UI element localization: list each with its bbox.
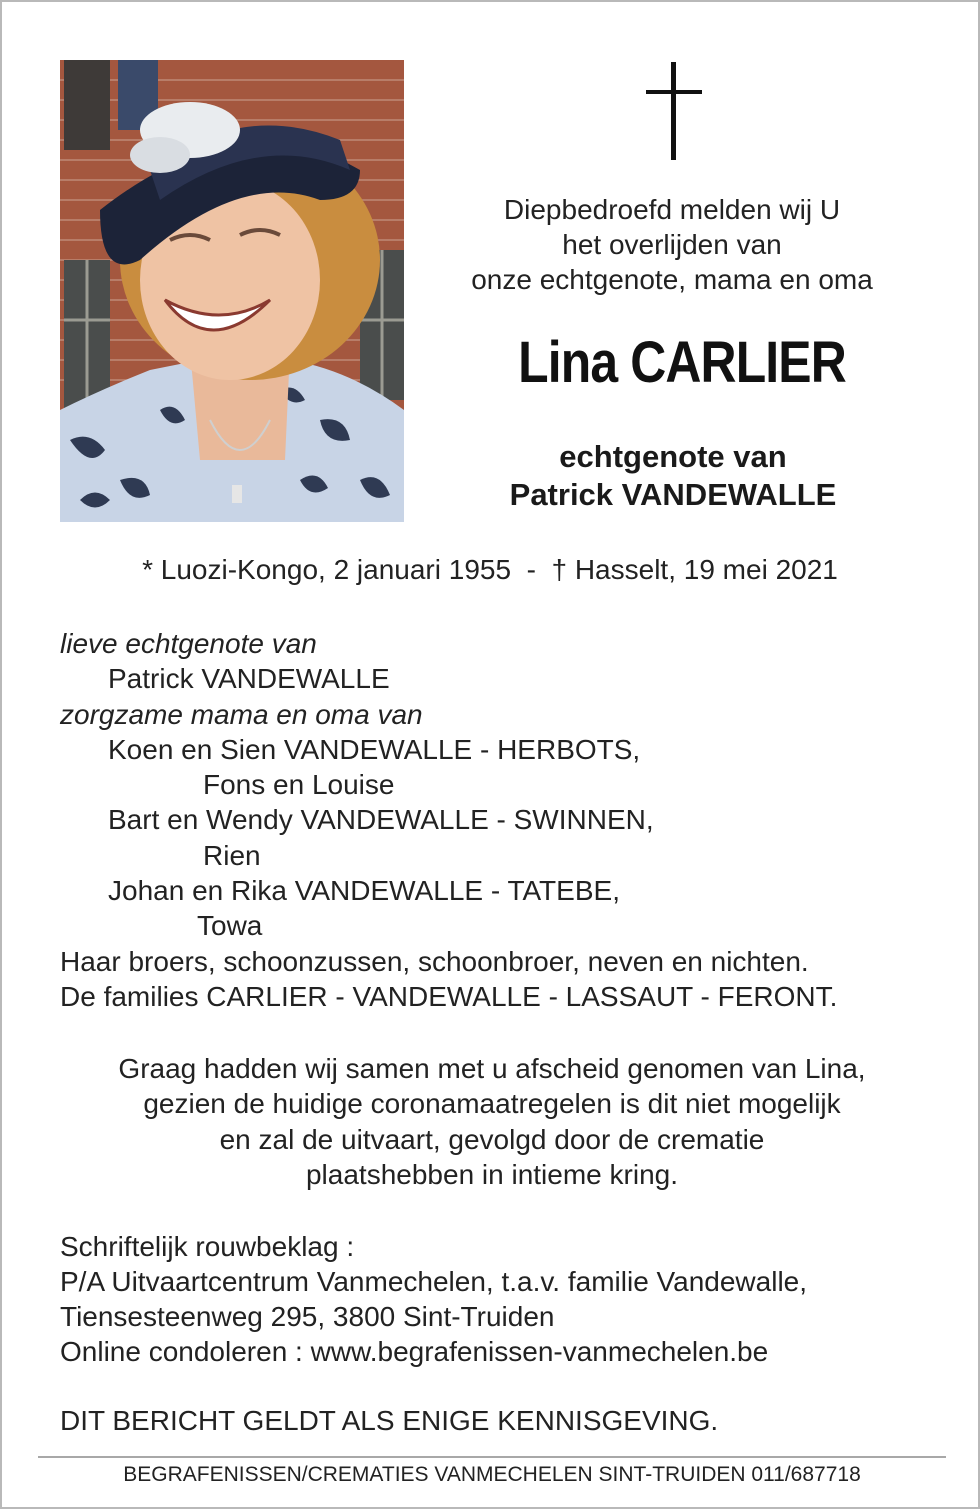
grandchildren-line: Rien: [203, 839, 261, 871]
spouse-heading: lieve echtgenote van: [60, 628, 317, 659]
portrait-illustration: [60, 60, 404, 522]
sole-notice: DIT BERICHT GELDT ALS ENIGE KENNISGEVING.: [60, 1405, 719, 1436]
deceased-name: Lina CARLIER: [518, 330, 846, 395]
birth-death-dates: * Luozi-Kongo, 2 januari 1955 - † Hasselt, 19 mei 2021: [142, 554, 838, 585]
message-line: gezien de huidige coronamaatregelen is dit niet mogelijk: [143, 1088, 841, 1120]
intro-line: het overlijden van: [562, 229, 782, 260]
intro-line: onze echtgenote, mama en oma: [471, 264, 873, 295]
message-line: plaatshebben in intieme kring.: [305, 1158, 678, 1190]
message-line: Graag hadden wij samen met u afscheid genomen van Lina,: [118, 1053, 866, 1084]
child-line: Johan en Rika VANDEWALLE - TATEBE,: [108, 875, 620, 907]
funeral-home-footer: BEGRAFENISSEN/CREMATIES VANMECHELEN SINT-TRUIDEN 011/687718: [123, 1463, 861, 1486]
condolence-heading: Schriftelijk rouwbeklag :: [60, 1231, 355, 1262]
footer-divider: [38, 1456, 946, 1458]
cross-icon: [642, 62, 706, 162]
intro-line: Diepbedroefd melden wij U: [503, 194, 841, 225]
spouse-label: echtgenote van: [559, 439, 787, 474]
address-line: P/A Uitvaartcentrum Vanmechelen, t.a.v. familie Vandewalle,: [60, 1266, 808, 1297]
spouse-name-line: Patrick VANDEWALLE: [108, 663, 390, 695]
online-condolence-link[interactable]: Online condoleren : www.begrafenissen-vanmechelen.be: [60, 1336, 769, 1367]
children-heading: zorgzame mama en oma van: [60, 698, 423, 730]
families-line: De families CARLIER - VANDEWALLE - LASSAUT - FERONT.: [60, 980, 838, 1012]
address-line: Tiensesteenweg 295, 3800 Sint-Truiden: [60, 1301, 555, 1332]
spouse-block: [432, 438, 914, 514]
condolence-address: [60, 1229, 807, 1369]
family-list: [60, 626, 837, 1014]
child-line: Koen en Sien VANDEWALLE - HERBOTS,: [108, 733, 641, 765]
spouse-name: Patrick VANDEWALLE: [509, 477, 837, 512]
funeral-message: [2, 1051, 980, 1192]
relatives-line: Haar broers, schoonzussen, schoonbroer, neven en nichten.: [60, 945, 809, 977]
grandchildren-line: Towa: [197, 910, 263, 942]
child-line: Bart en Wendy VANDEWALLE - SWINNEN,: [108, 804, 654, 836]
portrait-photo: [60, 60, 404, 522]
grandchildren-line: Fons en Louise: [203, 769, 395, 801]
announcement-intro: [432, 192, 912, 297]
message-line: en zal de uitvaart, gevolgd door de crematie: [219, 1123, 765, 1155]
